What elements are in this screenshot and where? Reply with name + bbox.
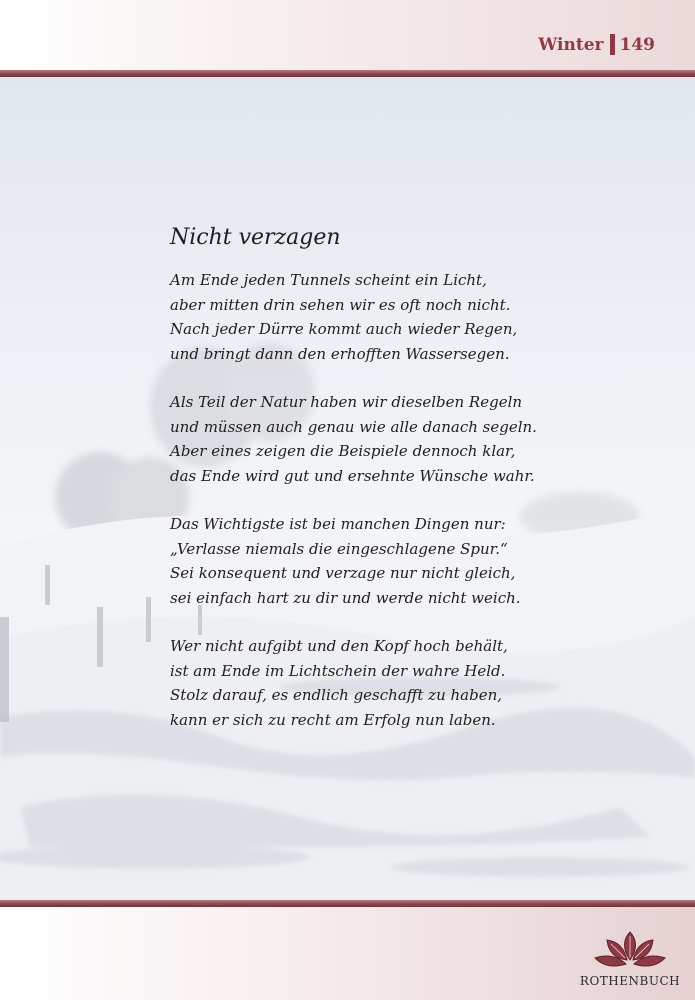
poem-line: ist am Ende im Lichtschein der wahre Held. [170, 661, 506, 680]
poem-line: Stolz darauf, es endlich geschafft zu haben, [170, 686, 503, 704]
stanza-3 [170, 512, 610, 610]
poem-line: Aber eines zeigen die Beispiele dennoch klar, [170, 442, 516, 460]
rothenbuch-logo [578, 930, 682, 992]
poem-line: das Ende wird gut und ersehnte Wünsche wahr. [170, 466, 535, 485]
poem-line: Das Wichtigste ist bei manchen Dingen nur: [170, 515, 506, 533]
leaf-cluster-icon [593, 930, 667, 972]
top-rule [0, 70, 695, 77]
poem-line: aber mitten drin sehen wir es oft noch nicht. [170, 295, 511, 314]
poem-line: sei einfach hart zu dir und werde nicht weich. [170, 588, 521, 607]
header-divider [610, 34, 615, 55]
stanza-4 [170, 634, 610, 732]
poem-line: und müssen auch genau wie alle danach segeln. [170, 417, 537, 436]
bottom-rule [0, 900, 695, 907]
stanza-1 [170, 268, 610, 366]
section-name: Winter [538, 34, 604, 55]
poem-title: Nicht verzagen [170, 225, 341, 250]
poem-line: kann er sich zu recht am Erfolg nun laben. [170, 710, 496, 729]
page-number: 149 [619, 34, 655, 55]
poem-line: und bringt dann den erhofften Wassersegen. [170, 344, 510, 363]
poem [170, 222, 610, 756]
poem-line: „Verlasse niemals die eingeschlagene Spur.“ [170, 539, 508, 558]
poem-line: Wer nicht aufgibt und den Kopf hoch behält, [170, 637, 508, 655]
logo-text: ROTHENBUCH [579, 974, 681, 988]
poem-line: Am Ende jeden Tunnels scheint ein Licht, [170, 271, 487, 289]
poem-line: Als Teil der Natur haben wir dieselben Regeln [170, 393, 523, 411]
poem-line: Nach jeder Dürre kommt auch wieder Regen, [170, 320, 518, 338]
stanza-2 [170, 390, 610, 488]
running-header [538, 34, 655, 55]
poem-line: Sei konsequent und verzage nur nicht gleich, [170, 564, 516, 582]
